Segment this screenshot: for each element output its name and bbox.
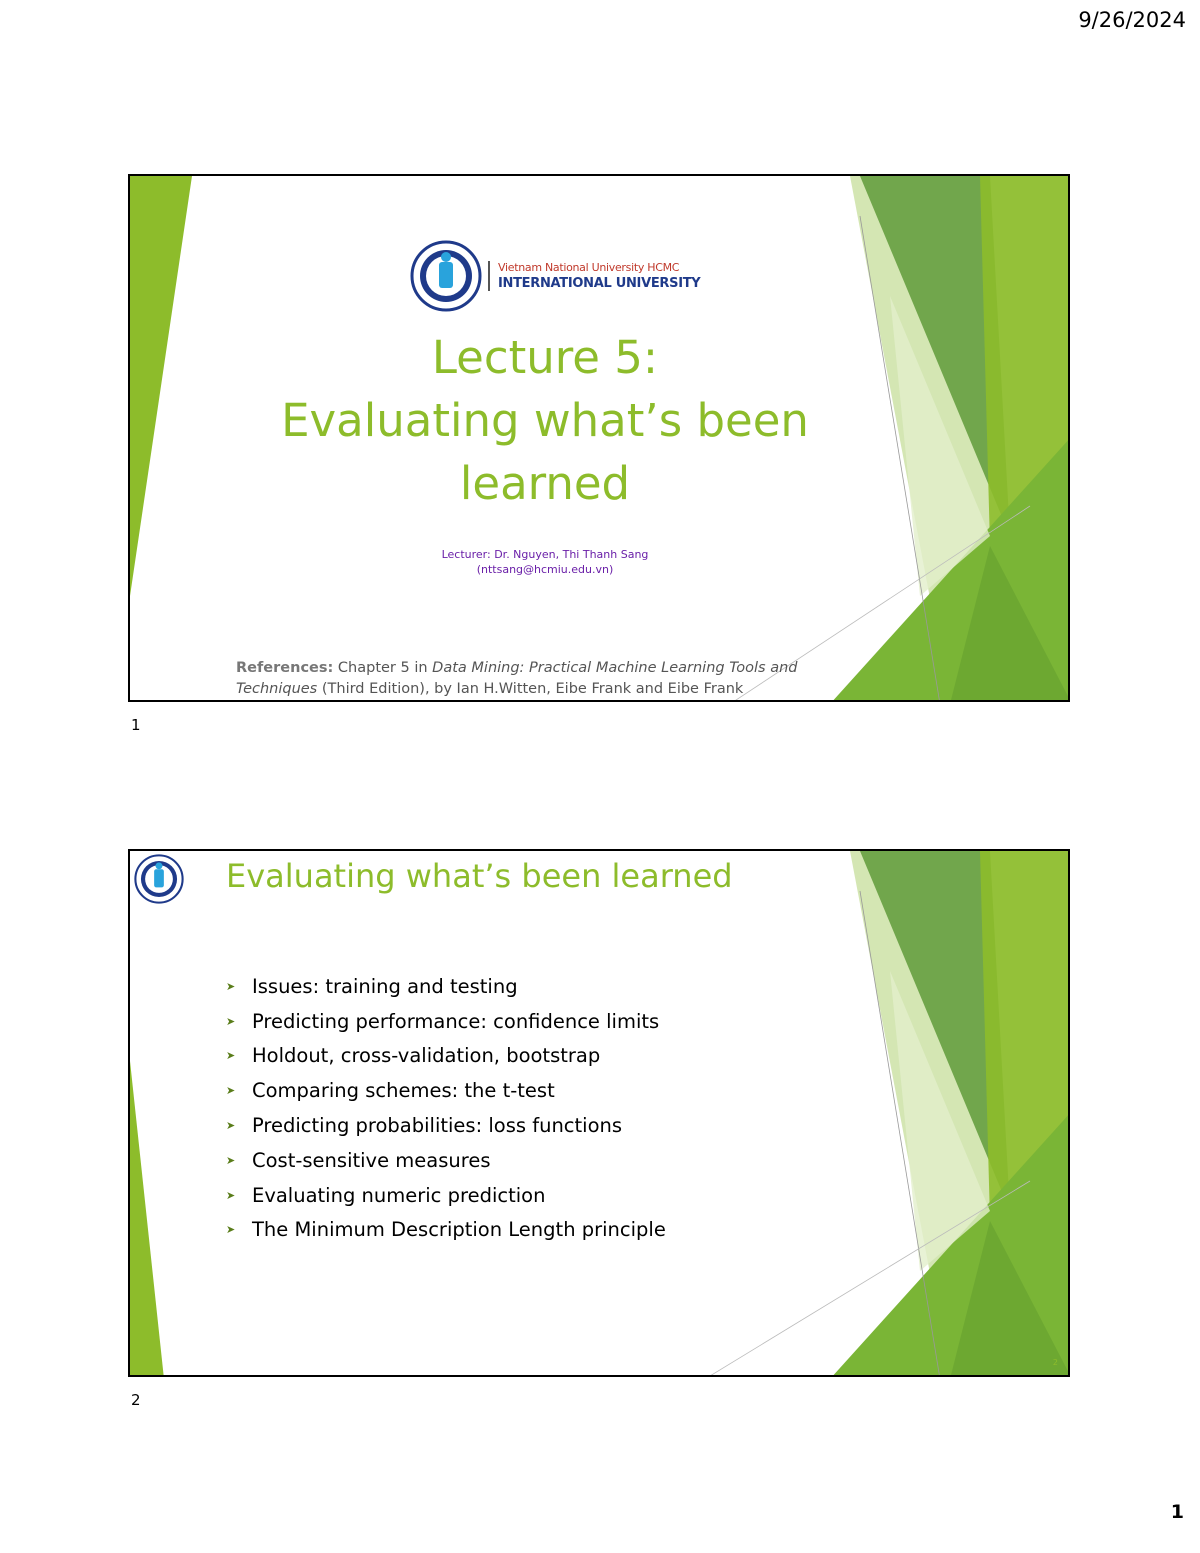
list-item-text: The Minimum Description Length principle [252, 1218, 666, 1242]
list-item [226, 1004, 666, 1039]
slide-2 [128, 849, 1070, 1377]
references [236, 658, 876, 700]
bullet-arrow-icon: ➤ [226, 1188, 236, 1202]
logo-institution-name: INTERNATIONAL UNIVERSITY [498, 276, 701, 291]
bullet-arrow-icon: ➤ [226, 1049, 236, 1063]
logo-university-name: Vietnam National University HCMC [498, 261, 680, 274]
list-item-text: Predicting performance: confidence limits [252, 1009, 660, 1033]
list-item [226, 1213, 666, 1248]
references-post: (Third Edition), by Ian H.Witten, Eibe Frank and Eibe Frank [317, 681, 744, 697]
list-item-text: Evaluating numeric prediction [252, 1183, 546, 1207]
slide-2-number: 2 [131, 1391, 141, 1409]
print-date: 9/26/2024 [1078, 8, 1186, 32]
topic-list [226, 969, 666, 1247]
university-logo [410, 240, 700, 312]
bullet-arrow-icon: ➤ [226, 1153, 236, 1167]
page-number: 1 [1170, 1501, 1184, 1523]
list-item-text: Predicting probabilities: loss functions [252, 1114, 623, 1138]
bullet-arrow-icon: ➤ [226, 979, 236, 993]
list-item [226, 969, 666, 1004]
references-pre: Chapter 5 in [333, 660, 433, 676]
slide-1 [128, 174, 1070, 702]
list-item [226, 1178, 666, 1213]
list-item [226, 1143, 666, 1178]
list-item-text: Comparing schemes: the t-test [252, 1079, 555, 1103]
slide-2-title: Evaluating what’s been learned [226, 857, 733, 895]
title-line-3: learned [459, 457, 631, 510]
lecturer-email: (nttsang@hcmiu.edu.vn) [476, 563, 614, 576]
bullet-arrow-icon: ➤ [226, 1119, 236, 1133]
slide-footer-number: 2 [1052, 1358, 1058, 1367]
title-line-1: Lecture 5: [431, 331, 659, 384]
bullet-arrow-icon: ➤ [226, 1014, 236, 1028]
university-seal-icon [410, 240, 482, 312]
lecturer-info [330, 547, 760, 577]
lecturer-name: Lecturer: Dr. Nguyen, Thi Thanh Sang [441, 548, 649, 561]
bullet-arrow-icon: ➤ [226, 1223, 236, 1237]
list-item-text: Holdout, cross-validation, bootstrap [252, 1044, 601, 1068]
references-book: Data Mining: Practical Machine Learning Tools and Techniques [236, 660, 798, 697]
title-line-2: Evaluating what’s been [281, 394, 809, 447]
slide-1-title [220, 326, 870, 515]
slide-1-number: 1 [131, 716, 141, 734]
list-item [226, 1073, 666, 1108]
references-label: References: [236, 660, 334, 676]
list-item-text: Cost-sensitive measures [252, 1148, 491, 1172]
university-seal-icon [134, 854, 184, 904]
list-item [226, 1108, 666, 1143]
bullet-arrow-icon: ➤ [226, 1084, 236, 1098]
list-item [226, 1039, 666, 1074]
list-item-text: Issues: training and testing [252, 974, 518, 998]
